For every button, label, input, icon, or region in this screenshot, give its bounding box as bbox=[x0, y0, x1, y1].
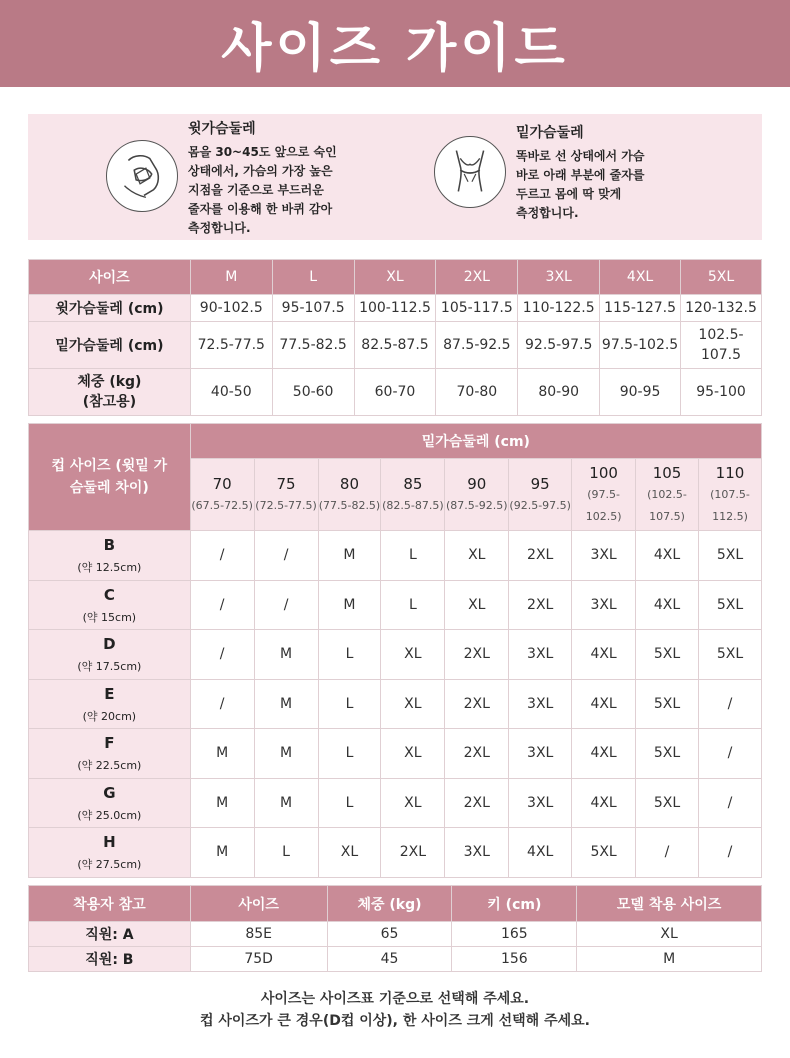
table-row bbox=[29, 922, 762, 947]
wear-cell: 75D bbox=[190, 947, 327, 972]
table-row bbox=[29, 369, 762, 416]
band-title: 밑가슴둘레 (cm) bbox=[190, 424, 761, 459]
cup-label bbox=[29, 531, 191, 581]
cup-difference: (약 27.5cm) bbox=[77, 858, 142, 872]
size-cell: 40-50 bbox=[190, 369, 272, 416]
under-bust-line: 바로 아래 부분에 줄자를 bbox=[516, 168, 645, 182]
size-header: XL bbox=[354, 260, 436, 295]
table-row bbox=[29, 295, 762, 322]
size-cell: 77.5-82.5 bbox=[272, 322, 354, 369]
table-row bbox=[29, 679, 762, 729]
cup-size-cell: 4XL bbox=[636, 531, 699, 581]
band-range: (102.5-107.5) bbox=[647, 487, 687, 523]
cup-letter: F bbox=[104, 734, 115, 753]
table-row bbox=[29, 778, 762, 828]
band-header bbox=[445, 459, 509, 531]
note-line: 컵 사이즈가 큰 경우(D컵 이상), 한 사이즈 크게 선택해 주세요. bbox=[200, 1013, 590, 1029]
cup-size-cell: 2XL bbox=[381, 828, 445, 878]
cup-size-cell: / bbox=[190, 679, 254, 729]
cup-size-cell: 4XL bbox=[572, 729, 636, 779]
band-number: 105 bbox=[652, 463, 682, 482]
size-cell: 110-122.5 bbox=[518, 295, 600, 322]
upper-bust-line: 상태에서, 가슴의 가장 높은 bbox=[188, 164, 333, 178]
cup-size-cell: 3XL bbox=[509, 729, 572, 779]
row-label: 밑가슴둘레 (cm) bbox=[29, 322, 191, 369]
wearer-reference-table bbox=[28, 885, 762, 972]
cup-size-cell: / bbox=[698, 679, 761, 729]
band-header bbox=[190, 459, 254, 531]
cup-table-corner: 컵 사이즈 (윗밑 가슴둘레 차이) bbox=[29, 424, 191, 531]
size-cell: 120-132.5 bbox=[681, 295, 762, 322]
cup-size-cell: L bbox=[381, 580, 445, 630]
cup-size-cell: XL bbox=[318, 828, 381, 878]
size-header: 5XL bbox=[681, 260, 762, 295]
wear-cell: 156 bbox=[452, 947, 577, 972]
cup-label bbox=[29, 580, 191, 630]
cup-letter: B bbox=[103, 536, 116, 555]
band-range: (87.5-92.5) bbox=[446, 498, 508, 512]
cup-size-cell: XL bbox=[381, 778, 445, 828]
cup-difference: (약 15cm) bbox=[82, 610, 137, 624]
cup-size-cell: 2XL bbox=[509, 580, 572, 630]
band-header bbox=[698, 459, 761, 531]
cup-size-cell: M bbox=[318, 531, 381, 581]
under-bust-description bbox=[516, 124, 644, 223]
size-cell: 82.5-87.5 bbox=[354, 322, 436, 369]
wear-cell: 165 bbox=[452, 922, 577, 947]
cup-size-cell: XL bbox=[445, 580, 509, 630]
cup-size-cell: 2XL bbox=[445, 630, 509, 680]
cup-size-cell: 3XL bbox=[445, 828, 509, 878]
band-number: 90 bbox=[467, 474, 487, 493]
wear-cell: 65 bbox=[327, 922, 452, 947]
band-header bbox=[381, 459, 445, 531]
band-range: (67.5-72.5) bbox=[191, 498, 253, 512]
size-notes bbox=[0, 988, 790, 1032]
upper-bust-line: 측정합니다. bbox=[188, 221, 251, 235]
size-cell: 102.5-107.5 bbox=[681, 322, 762, 369]
cup-size-cell: M bbox=[254, 778, 318, 828]
cup-size-cell: 5XL bbox=[572, 828, 636, 878]
cup-size-cell: M bbox=[254, 729, 318, 779]
cup-size-cell: 4XL bbox=[572, 679, 636, 729]
band-number: 85 bbox=[403, 474, 423, 493]
band-number: 80 bbox=[339, 474, 360, 493]
wear-header: 사이즈 bbox=[190, 886, 327, 922]
cup-size-cell: 4XL bbox=[572, 630, 636, 680]
cup-size-cell: 2XL bbox=[445, 679, 509, 729]
cup-size-cell: XL bbox=[381, 679, 445, 729]
page-title: 사이즈 가이드 bbox=[221, 19, 569, 79]
table-row bbox=[29, 531, 762, 581]
table-row bbox=[29, 580, 762, 630]
band-range: (72.5-77.5) bbox=[255, 498, 317, 512]
size-cell: 97.5-102.5 bbox=[600, 322, 681, 369]
cup-size-cell: M bbox=[190, 778, 254, 828]
size-cell: 87.5-92.5 bbox=[436, 322, 518, 369]
cup-size-cell: 3XL bbox=[509, 679, 572, 729]
size-cell: 95-100 bbox=[681, 369, 762, 416]
band-header bbox=[636, 459, 699, 531]
cup-size-cell: XL bbox=[381, 630, 445, 680]
band-number: 75 bbox=[276, 474, 296, 493]
cup-size-cell: M bbox=[254, 679, 318, 729]
size-table-corner: 사이즈 bbox=[29, 260, 191, 295]
size-cell: 70-80 bbox=[436, 369, 518, 416]
size-cell: 50-60 bbox=[272, 369, 354, 416]
cup-difference: (약 17.5cm) bbox=[77, 660, 142, 674]
under-bust-line: 측정합니다. bbox=[516, 206, 579, 220]
size-cell: 100-112.5 bbox=[354, 295, 436, 322]
size-cell: 60-70 bbox=[354, 369, 436, 416]
size-cell: 80-90 bbox=[518, 369, 600, 416]
band-range: (77.5-82.5) bbox=[318, 498, 381, 512]
cup-size-cell: M bbox=[190, 729, 254, 779]
size-cell: 90-95 bbox=[600, 369, 681, 416]
cup-size-cell: 5XL bbox=[636, 679, 699, 729]
cup-size-cell: 3XL bbox=[572, 580, 636, 630]
size-header: 2XL bbox=[436, 260, 518, 295]
cup-size-cell: 3XL bbox=[509, 778, 572, 828]
cup-size-cell: 5XL bbox=[636, 630, 699, 680]
size-header: 3XL bbox=[518, 260, 600, 295]
band-header bbox=[318, 459, 381, 531]
cup-size-cell: L bbox=[318, 679, 381, 729]
cup-size-cell: L bbox=[254, 828, 318, 878]
cup-size-cell: M bbox=[254, 630, 318, 680]
cup-size-cell: XL bbox=[445, 531, 509, 581]
band-number: 110 bbox=[715, 463, 745, 482]
cup-size-cell: 5XL bbox=[698, 630, 761, 680]
cup-label bbox=[29, 630, 191, 680]
band-number: 95 bbox=[530, 474, 550, 493]
wear-header: 키 (cm) bbox=[452, 886, 577, 922]
cup-letter: D bbox=[103, 635, 116, 654]
wear-header: 체중 (kg) bbox=[327, 886, 452, 922]
size-cell: 90-102.5 bbox=[190, 295, 272, 322]
table-row bbox=[29, 828, 762, 878]
table-row bbox=[29, 322, 762, 369]
size-cell: 105-117.5 bbox=[436, 295, 518, 322]
cup-size-cell: / bbox=[190, 531, 254, 581]
cup-size-cell: / bbox=[190, 580, 254, 630]
wear-header: 모델 착용 사이즈 bbox=[577, 886, 762, 922]
cup-size-cell: 5XL bbox=[698, 580, 761, 630]
cup-difference: (약 22.5cm) bbox=[77, 759, 142, 773]
cup-size-cell: M bbox=[190, 828, 254, 878]
size-header: M bbox=[190, 260, 272, 295]
size-cell: 72.5-77.5 bbox=[190, 322, 272, 369]
size-cell: 95-107.5 bbox=[272, 295, 354, 322]
band-header bbox=[509, 459, 572, 531]
wear-cell: 45 bbox=[327, 947, 452, 972]
cup-label bbox=[29, 729, 191, 779]
cup-size-cell: / bbox=[698, 778, 761, 828]
cup-letter: E bbox=[104, 684, 115, 703]
cup-size-cell: 4XL bbox=[636, 580, 699, 630]
cup-size-cell: / bbox=[254, 580, 318, 630]
band-range: (92.5-97.5) bbox=[509, 498, 571, 512]
band-number: 70 bbox=[212, 474, 232, 493]
cup-difference: (약 20cm) bbox=[82, 709, 137, 723]
band-header bbox=[254, 459, 318, 531]
band-range: (82.5-87.5) bbox=[382, 498, 444, 512]
size-cell: 92.5-97.5 bbox=[518, 322, 600, 369]
cup-size-cell: 4XL bbox=[572, 778, 636, 828]
cup-size-cell: L bbox=[318, 630, 381, 680]
wear-cell: M bbox=[577, 947, 762, 972]
cup-size-table bbox=[28, 423, 762, 878]
upper-bust-description bbox=[188, 120, 337, 238]
upper-bust-title: 윗가슴둘레 bbox=[188, 121, 256, 137]
wearer-label: 직원: A bbox=[29, 922, 191, 947]
cup-letter: C bbox=[103, 585, 115, 604]
upper-bust-measure-icon bbox=[106, 140, 178, 212]
cup-size-cell: L bbox=[318, 778, 381, 828]
row-label: 윗가슴둘레 (cm) bbox=[29, 295, 191, 322]
cup-difference: (약 12.5cm) bbox=[77, 561, 142, 575]
cup-size-cell: 5XL bbox=[636, 729, 699, 779]
cup-size-cell: 3XL bbox=[509, 630, 572, 680]
cup-size-cell: / bbox=[190, 630, 254, 680]
cup-size-cell: 2XL bbox=[509, 531, 572, 581]
cup-size-cell: / bbox=[698, 828, 761, 878]
cup-size-cell: L bbox=[318, 729, 381, 779]
wearer-label: 직원: B bbox=[29, 947, 191, 972]
cup-size-cell: L bbox=[381, 531, 445, 581]
cup-size-cell: 2XL bbox=[445, 778, 509, 828]
cup-size-cell: 5XL bbox=[698, 531, 761, 581]
table-row bbox=[29, 729, 762, 779]
size-table bbox=[28, 259, 762, 416]
wear-cell: XL bbox=[577, 922, 762, 947]
cup-size-cell: 2XL bbox=[445, 729, 509, 779]
wear-header: 착용자 참고 bbox=[29, 886, 191, 922]
band-header bbox=[572, 459, 636, 531]
size-cell: 115-127.5 bbox=[600, 295, 681, 322]
cup-label bbox=[29, 679, 191, 729]
upper-bust-line: 몸을 30~45도 앞으로 숙인 bbox=[188, 145, 337, 159]
upper-bust-line: 줄자를 이용해 한 바퀴 감아 bbox=[188, 202, 333, 216]
under-bust-measure-icon bbox=[434, 136, 506, 208]
upper-bust-line: 지점을 기준으로 부드러운 bbox=[188, 183, 324, 197]
cup-letter: G bbox=[103, 783, 116, 802]
measurement-guide bbox=[28, 114, 762, 240]
table-row bbox=[29, 630, 762, 680]
page-header bbox=[0, 0, 790, 87]
cup-size-cell: / bbox=[254, 531, 318, 581]
under-bust-line: 똑바로 선 상태에서 가슴 bbox=[516, 149, 645, 163]
note-line: 사이즈는 사이즈표 기준으로 선택해 주세요. bbox=[260, 991, 530, 1007]
size-header: L bbox=[272, 260, 354, 295]
band-number: 100 bbox=[589, 463, 618, 482]
table-row bbox=[29, 947, 762, 972]
cup-size-cell: 5XL bbox=[636, 778, 699, 828]
cup-size-cell: / bbox=[698, 729, 761, 779]
cup-difference: (약 25.0cm) bbox=[77, 808, 142, 822]
band-range: (107.5-112.5) bbox=[710, 487, 750, 523]
cup-size-cell: M bbox=[318, 580, 381, 630]
cup-label bbox=[29, 828, 191, 878]
cup-size-cell: / bbox=[636, 828, 699, 878]
under-bust-line: 두르고 몸에 딱 맞게 bbox=[516, 187, 622, 201]
cup-size-cell: XL bbox=[381, 729, 445, 779]
wear-cell: 85E bbox=[190, 922, 327, 947]
cup-size-cell: 3XL bbox=[572, 531, 636, 581]
row-label: 체중 (kg) (참고용) bbox=[29, 369, 191, 416]
cup-label bbox=[29, 778, 191, 828]
cup-size-cell: 4XL bbox=[509, 828, 572, 878]
under-bust-title: 밑가슴둘레 bbox=[516, 125, 584, 141]
band-range: (97.5-102.5) bbox=[585, 487, 622, 523]
cup-letter: H bbox=[103, 833, 116, 852]
size-header: 4XL bbox=[600, 260, 681, 295]
